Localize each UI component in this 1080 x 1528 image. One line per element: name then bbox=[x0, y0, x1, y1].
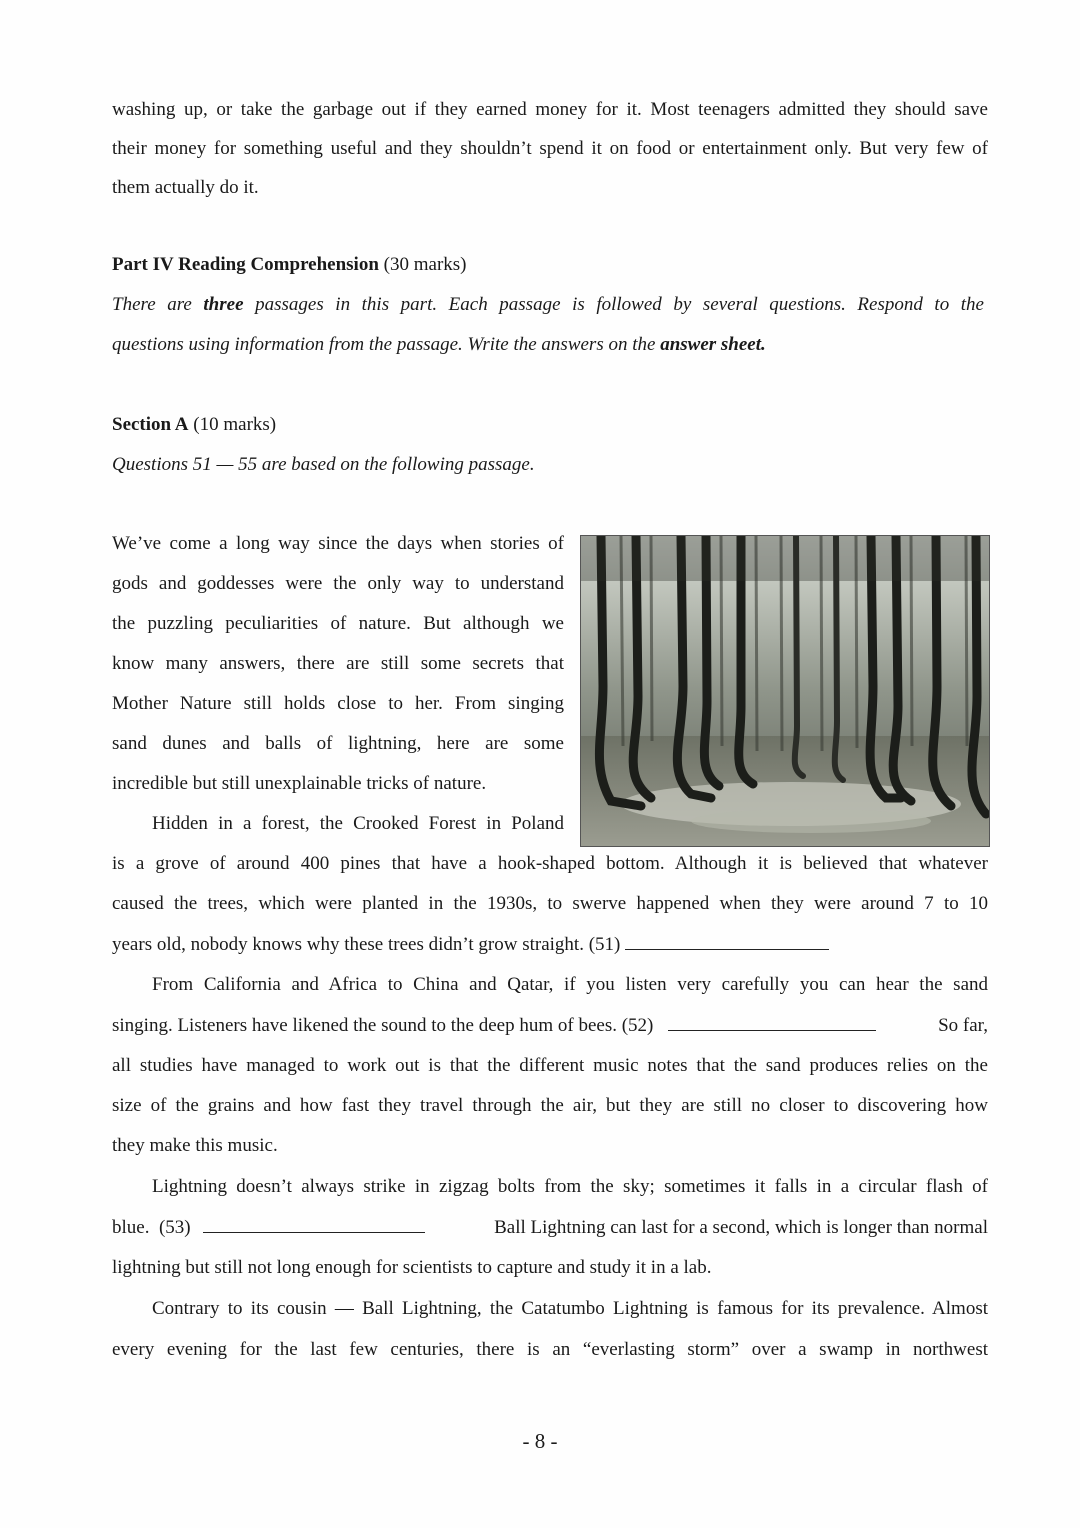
passage-line: gods and goddesses were the only way to understand bbox=[112, 573, 564, 594]
passage-line: they make this music. bbox=[112, 1135, 278, 1156]
passage-line: lightning but still not long enough for scientists to capture and study it in a lab. bbox=[112, 1257, 712, 1278]
passage-text: years old, nobody knows why these trees didn’t grow straight. (51) bbox=[112, 934, 621, 955]
passage-line-q51 bbox=[112, 925, 988, 965]
answer-blank-53 bbox=[203, 1210, 425, 1233]
passage-line-q52 bbox=[112, 1006, 988, 1046]
part-instruction-line bbox=[112, 285, 984, 325]
passage-line: caused the trees, which were planted in the 1930s, to swerve happened when they were around 7 to 10 bbox=[112, 893, 988, 914]
section-heading bbox=[112, 405, 276, 445]
part-heading bbox=[112, 245, 467, 285]
passage-text: Ball Lightning can last for a second, which is longer than normal bbox=[494, 1217, 988, 1238]
passage-line: size of the grains and how fast they travel through the air, but they are still no closer to discovering how bbox=[112, 1095, 988, 1116]
answer-blank-51 bbox=[625, 927, 829, 950]
passage-line: Contrary to its cousin — Ball Lightning, the Catatumbo Lightning is famous for its prevalence. Almost bbox=[152, 1298, 988, 1319]
passage-line: Lightning doesn’t always strike in zigzag bolts from the sky; sometimes it falls in a circular flash of bbox=[152, 1176, 988, 1197]
instruction-text: There are bbox=[112, 294, 204, 315]
passage-text: So far, bbox=[938, 1015, 988, 1036]
section-heading-marks: (10 marks) bbox=[188, 414, 277, 435]
instruction-text: questions using information from the passage. Write the answers on the bbox=[112, 334, 661, 355]
passage-line: know many answers, there are still some secrets that bbox=[112, 653, 564, 674]
passage-line: Mother Nature still holds close to her. From singing bbox=[112, 693, 564, 714]
passage-line: all studies have managed to work out is that the different music notes that the sand produces relies on the bbox=[112, 1055, 988, 1076]
crooked-forest-photo bbox=[580, 535, 990, 847]
passage-line-q53 bbox=[112, 1208, 988, 1248]
section-instruction: Questions 51 — 55 are based on the following passage. bbox=[112, 454, 535, 475]
passage-line: the puzzling peculiarities of nature. But although we bbox=[112, 613, 564, 634]
passage-line: sand dunes and balls of lightning, here are some bbox=[112, 733, 564, 754]
passage-line: every evening for the last few centuries, there is an “everlasting storm” over a swamp in northwest bbox=[112, 1339, 988, 1360]
part-heading-marks: (30 marks) bbox=[378, 254, 467, 275]
passage-text: blue. (53) bbox=[112, 1217, 191, 1238]
part-heading-title: Part IV Reading Comprehension bbox=[112, 254, 379, 275]
instruction-text: passages in this part. Each passage is followed by several questions. Respond to the bbox=[243, 294, 984, 315]
page-number: - 8 - bbox=[522, 1429, 558, 1453]
answer-blank-52 bbox=[668, 1008, 876, 1031]
passage-line: From California and Africa to China and Qatar, if you listen very carefully you can hear the sand bbox=[152, 974, 988, 995]
part-instruction-line bbox=[112, 325, 984, 365]
passage-text: singing. Listeners have likened the sound to the deep hum of bees. (52) bbox=[112, 1015, 654, 1036]
passage-line: We’ve come a long way since the days when stories of bbox=[112, 533, 564, 554]
section-heading-title: Section A bbox=[112, 414, 189, 435]
paragraph-line: their money for something useful and they shouldn’t spend it on food or entertainment only. But very few of bbox=[112, 138, 988, 159]
passage-line: incredible but still unexplainable tricks of nature. bbox=[112, 773, 487, 794]
passage-line: is a grove of around 400 pines that have a hook-shaped bottom. Although it is believed that whatever bbox=[112, 853, 988, 874]
paragraph-line: them actually do it. bbox=[112, 177, 259, 198]
instruction-emphasis: three bbox=[203, 294, 244, 315]
passage-line: Hidden in a forest, the Crooked Forest in Poland bbox=[152, 813, 564, 834]
paragraph-line: washing up, or take the garbage out if they earned money for it. Most teenagers admitted they should save bbox=[112, 99, 988, 120]
instruction-emphasis: answer sheet. bbox=[660, 334, 766, 355]
